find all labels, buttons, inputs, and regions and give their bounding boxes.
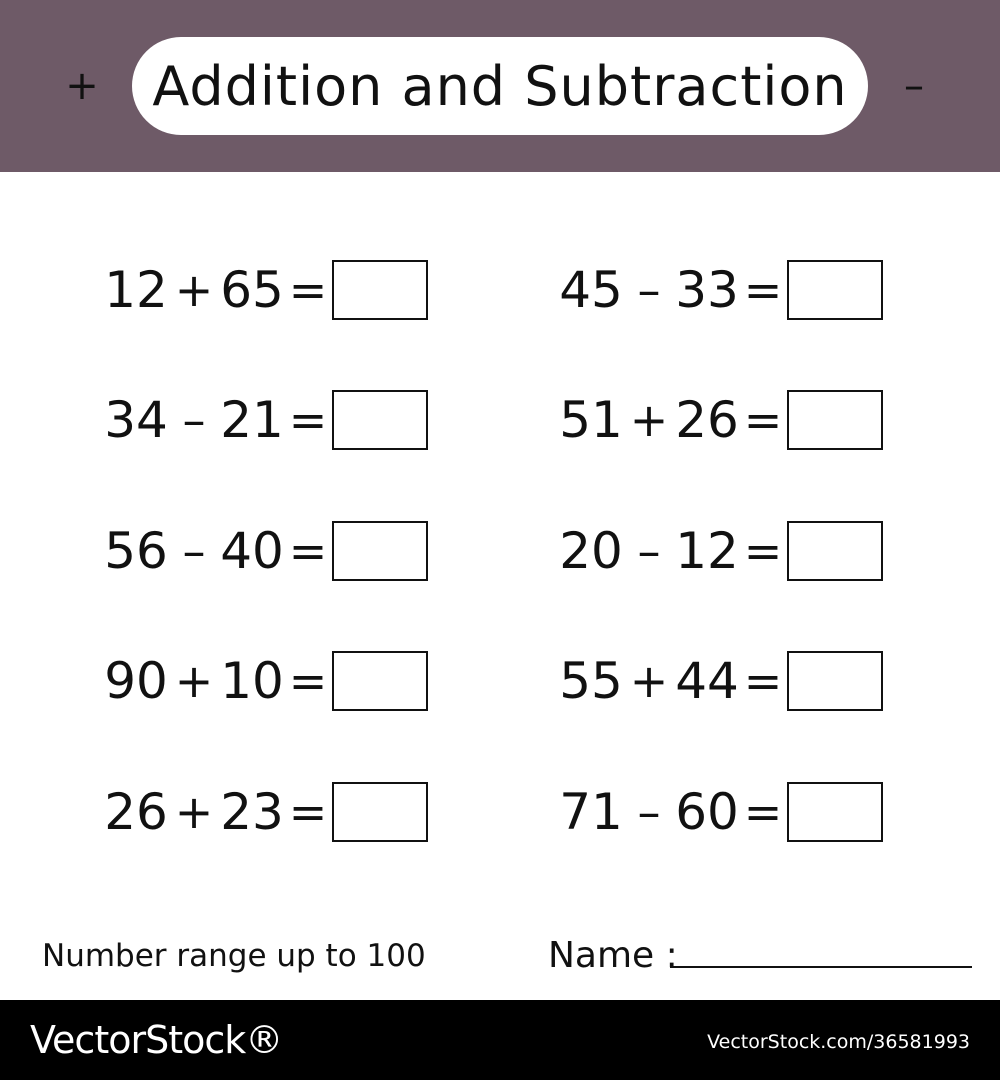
operand-b: 33 bbox=[675, 261, 739, 319]
operand-b: 26 bbox=[675, 391, 739, 449]
answer-box[interactable] bbox=[787, 390, 883, 450]
operand-b: 21 bbox=[220, 391, 284, 449]
answer-box[interactable] bbox=[787, 260, 883, 320]
equals-sign: = bbox=[743, 524, 783, 578]
equals-sign: = bbox=[743, 654, 783, 708]
operator: – bbox=[637, 785, 661, 839]
operand-a: 90 bbox=[104, 652, 168, 710]
operator: – bbox=[182, 393, 206, 447]
name-underline[interactable] bbox=[670, 966, 972, 968]
equals-sign: = bbox=[288, 654, 328, 708]
operand-b: 40 bbox=[220, 522, 284, 580]
operand-a: 56 bbox=[104, 522, 168, 580]
problem-2 bbox=[100, 387, 428, 453]
operand-a: 51 bbox=[559, 391, 623, 449]
operator: + bbox=[629, 654, 669, 708]
operator: + bbox=[174, 785, 214, 839]
problem-3 bbox=[100, 518, 428, 584]
worksheet-title: Addition and Subtraction bbox=[152, 54, 848, 118]
operand-a: 71 bbox=[559, 783, 623, 841]
problem-9 bbox=[555, 648, 883, 714]
watermark-logo: VectorStock® bbox=[30, 1018, 283, 1062]
problem-1 bbox=[100, 257, 428, 323]
operator: + bbox=[174, 263, 214, 317]
answer-box[interactable] bbox=[332, 521, 428, 581]
operand-a: 55 bbox=[559, 652, 623, 710]
operator: + bbox=[174, 654, 214, 708]
watermark-url: VectorStock.com/36581993 bbox=[707, 1031, 970, 1053]
equals-sign: = bbox=[743, 263, 783, 317]
answer-box[interactable] bbox=[332, 782, 428, 842]
problem-7 bbox=[555, 387, 883, 453]
operator: + bbox=[629, 393, 669, 447]
operand-b: 23 bbox=[220, 783, 284, 841]
operator: – bbox=[182, 524, 206, 578]
equals-sign: = bbox=[288, 263, 328, 317]
problem-8 bbox=[555, 518, 883, 584]
answer-box[interactable] bbox=[332, 260, 428, 320]
operand-a: 26 bbox=[104, 783, 168, 841]
plus-sign: + bbox=[65, 63, 99, 109]
problem-10 bbox=[555, 779, 883, 845]
operand-b: 60 bbox=[675, 783, 739, 841]
operand-a: 34 bbox=[104, 391, 168, 449]
problem-6 bbox=[555, 257, 883, 323]
number-range-label: Number range up to 100 bbox=[42, 938, 426, 974]
operand-b: 44 bbox=[675, 652, 739, 710]
problem-4 bbox=[100, 648, 428, 714]
answer-box[interactable] bbox=[787, 521, 883, 581]
answer-box[interactable] bbox=[787, 651, 883, 711]
equals-sign: = bbox=[743, 393, 783, 447]
title-pill bbox=[132, 37, 868, 135]
equals-sign: = bbox=[743, 785, 783, 839]
operand-b: 12 bbox=[675, 522, 739, 580]
answer-box[interactable] bbox=[332, 651, 428, 711]
answer-box[interactable] bbox=[787, 782, 883, 842]
answer-box[interactable] bbox=[332, 390, 428, 450]
operand-a: 20 bbox=[559, 522, 623, 580]
operand-b: 10 bbox=[220, 652, 284, 710]
name-label: Name : bbox=[548, 935, 678, 976]
minus-sign: – bbox=[904, 63, 924, 109]
equals-sign: = bbox=[288, 524, 328, 578]
equals-sign: = bbox=[288, 393, 328, 447]
equals-sign: = bbox=[288, 785, 328, 839]
operand-b: 65 bbox=[220, 261, 284, 319]
operand-a: 45 bbox=[559, 261, 623, 319]
operator: – bbox=[637, 263, 661, 317]
operator: – bbox=[637, 524, 661, 578]
operand-a: 12 bbox=[104, 261, 168, 319]
problem-5 bbox=[100, 779, 428, 845]
